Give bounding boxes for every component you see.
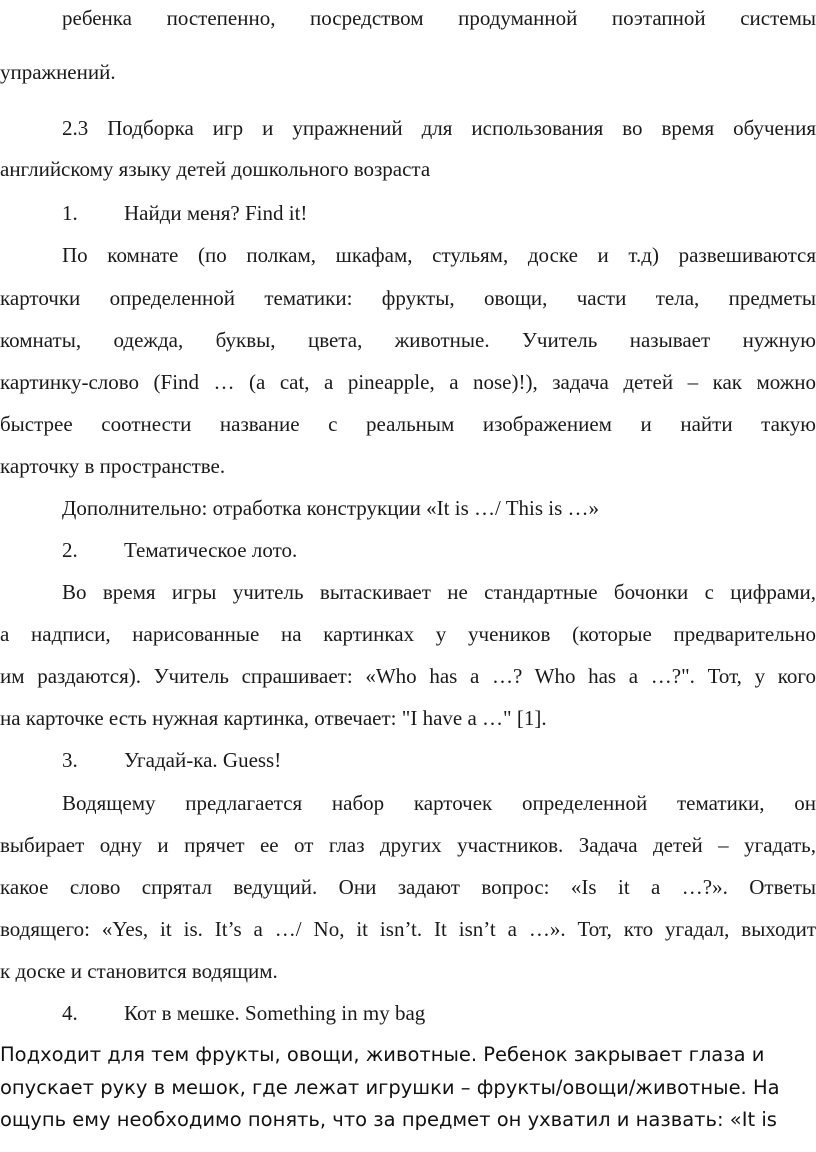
item-title: Тематическое лото. <box>124 538 298 562</box>
text-line: карточки определенной тематики: фрукты, овощи, части тела, предметы <box>0 286 816 310</box>
text-line: какое слово спрятал ведущий. Они задают вопрос: «Is it a …?». Ответы <box>0 875 816 899</box>
item-title: Найди меня? Find it! <box>124 201 308 225</box>
section-heading: 2.3 Подборка игр и упражнений для использования во время обучения <box>62 116 816 140</box>
text-line: карточку в пространстве. <box>0 454 226 478</box>
text-line: а надписи, нарисованные на картинках у учеников (которые предварительно <box>0 622 816 646</box>
text-line: ребенка постепенно, посредством продуманной поэтапной системы <box>62 6 816 30</box>
text-line: ощупь ему необходимо понять, что за предмет он ухватил и назвать: «It is <box>0 1108 777 1131</box>
text-line: Дополнительно: отработка конструкции «It is …/ This is …» <box>62 496 600 520</box>
text-line: Во время игры учитель вытаскивает не стандартные бочонки с цифрами, <box>62 580 816 604</box>
text-line: водящего: «Yes, it is. It’s a …/ No, it isn’t. It isn’t a …». Тот, кто угадал, выходит <box>0 917 816 941</box>
text-line: к доске и становится водящим. <box>0 959 278 983</box>
text-line: картинку-слово (Find … (a cat, a pineapple, a nose)!), задача детей – как можно <box>0 370 816 394</box>
text-line: быстрее соотнести название с реальным изображением и найти такую <box>0 412 816 436</box>
text-line: им раздаются). Учитель спрашивает: «Who has a …? Who has a …?". Тот, у кого <box>0 664 816 688</box>
text-line: на карточке есть нужная картинка, отвечает: "I have a …" [1]. <box>0 706 547 730</box>
text-line: комнаты, одежда, буквы, цвета, животные. Учитель называет нужную <box>0 328 816 352</box>
text-line: По комнате (по полкам, шкафам, стульям, доске и т.д) развешиваются <box>62 243 816 267</box>
text-line: упражнений. <box>0 60 116 84</box>
item-number: 2. <box>62 538 78 562</box>
item-number: 1. <box>62 201 78 225</box>
item-title: Кот в мешке. Something in my bag <box>124 1001 426 1025</box>
item-number: 3. <box>62 748 78 772</box>
text-line: Подходит для тем фрукты, овощи, животные. Ребенок закрывает глаза и <box>0 1043 765 1066</box>
text-line: выбирает одну и прячет ее от глаз других участников. Задача детей – угадать, <box>0 833 816 857</box>
section-heading: английскому языку детей дошкольного возраста <box>0 157 431 181</box>
item-number: 4. <box>62 1001 78 1025</box>
text-line: опускает руку в мешок, где лежат игрушки – фрукты/овощи/животные. На <box>0 1076 780 1099</box>
text-line: Водящему предлагается набор карточек определенной тематики, он <box>62 791 816 815</box>
item-title: Угадай-ка. Guess! <box>124 748 282 772</box>
